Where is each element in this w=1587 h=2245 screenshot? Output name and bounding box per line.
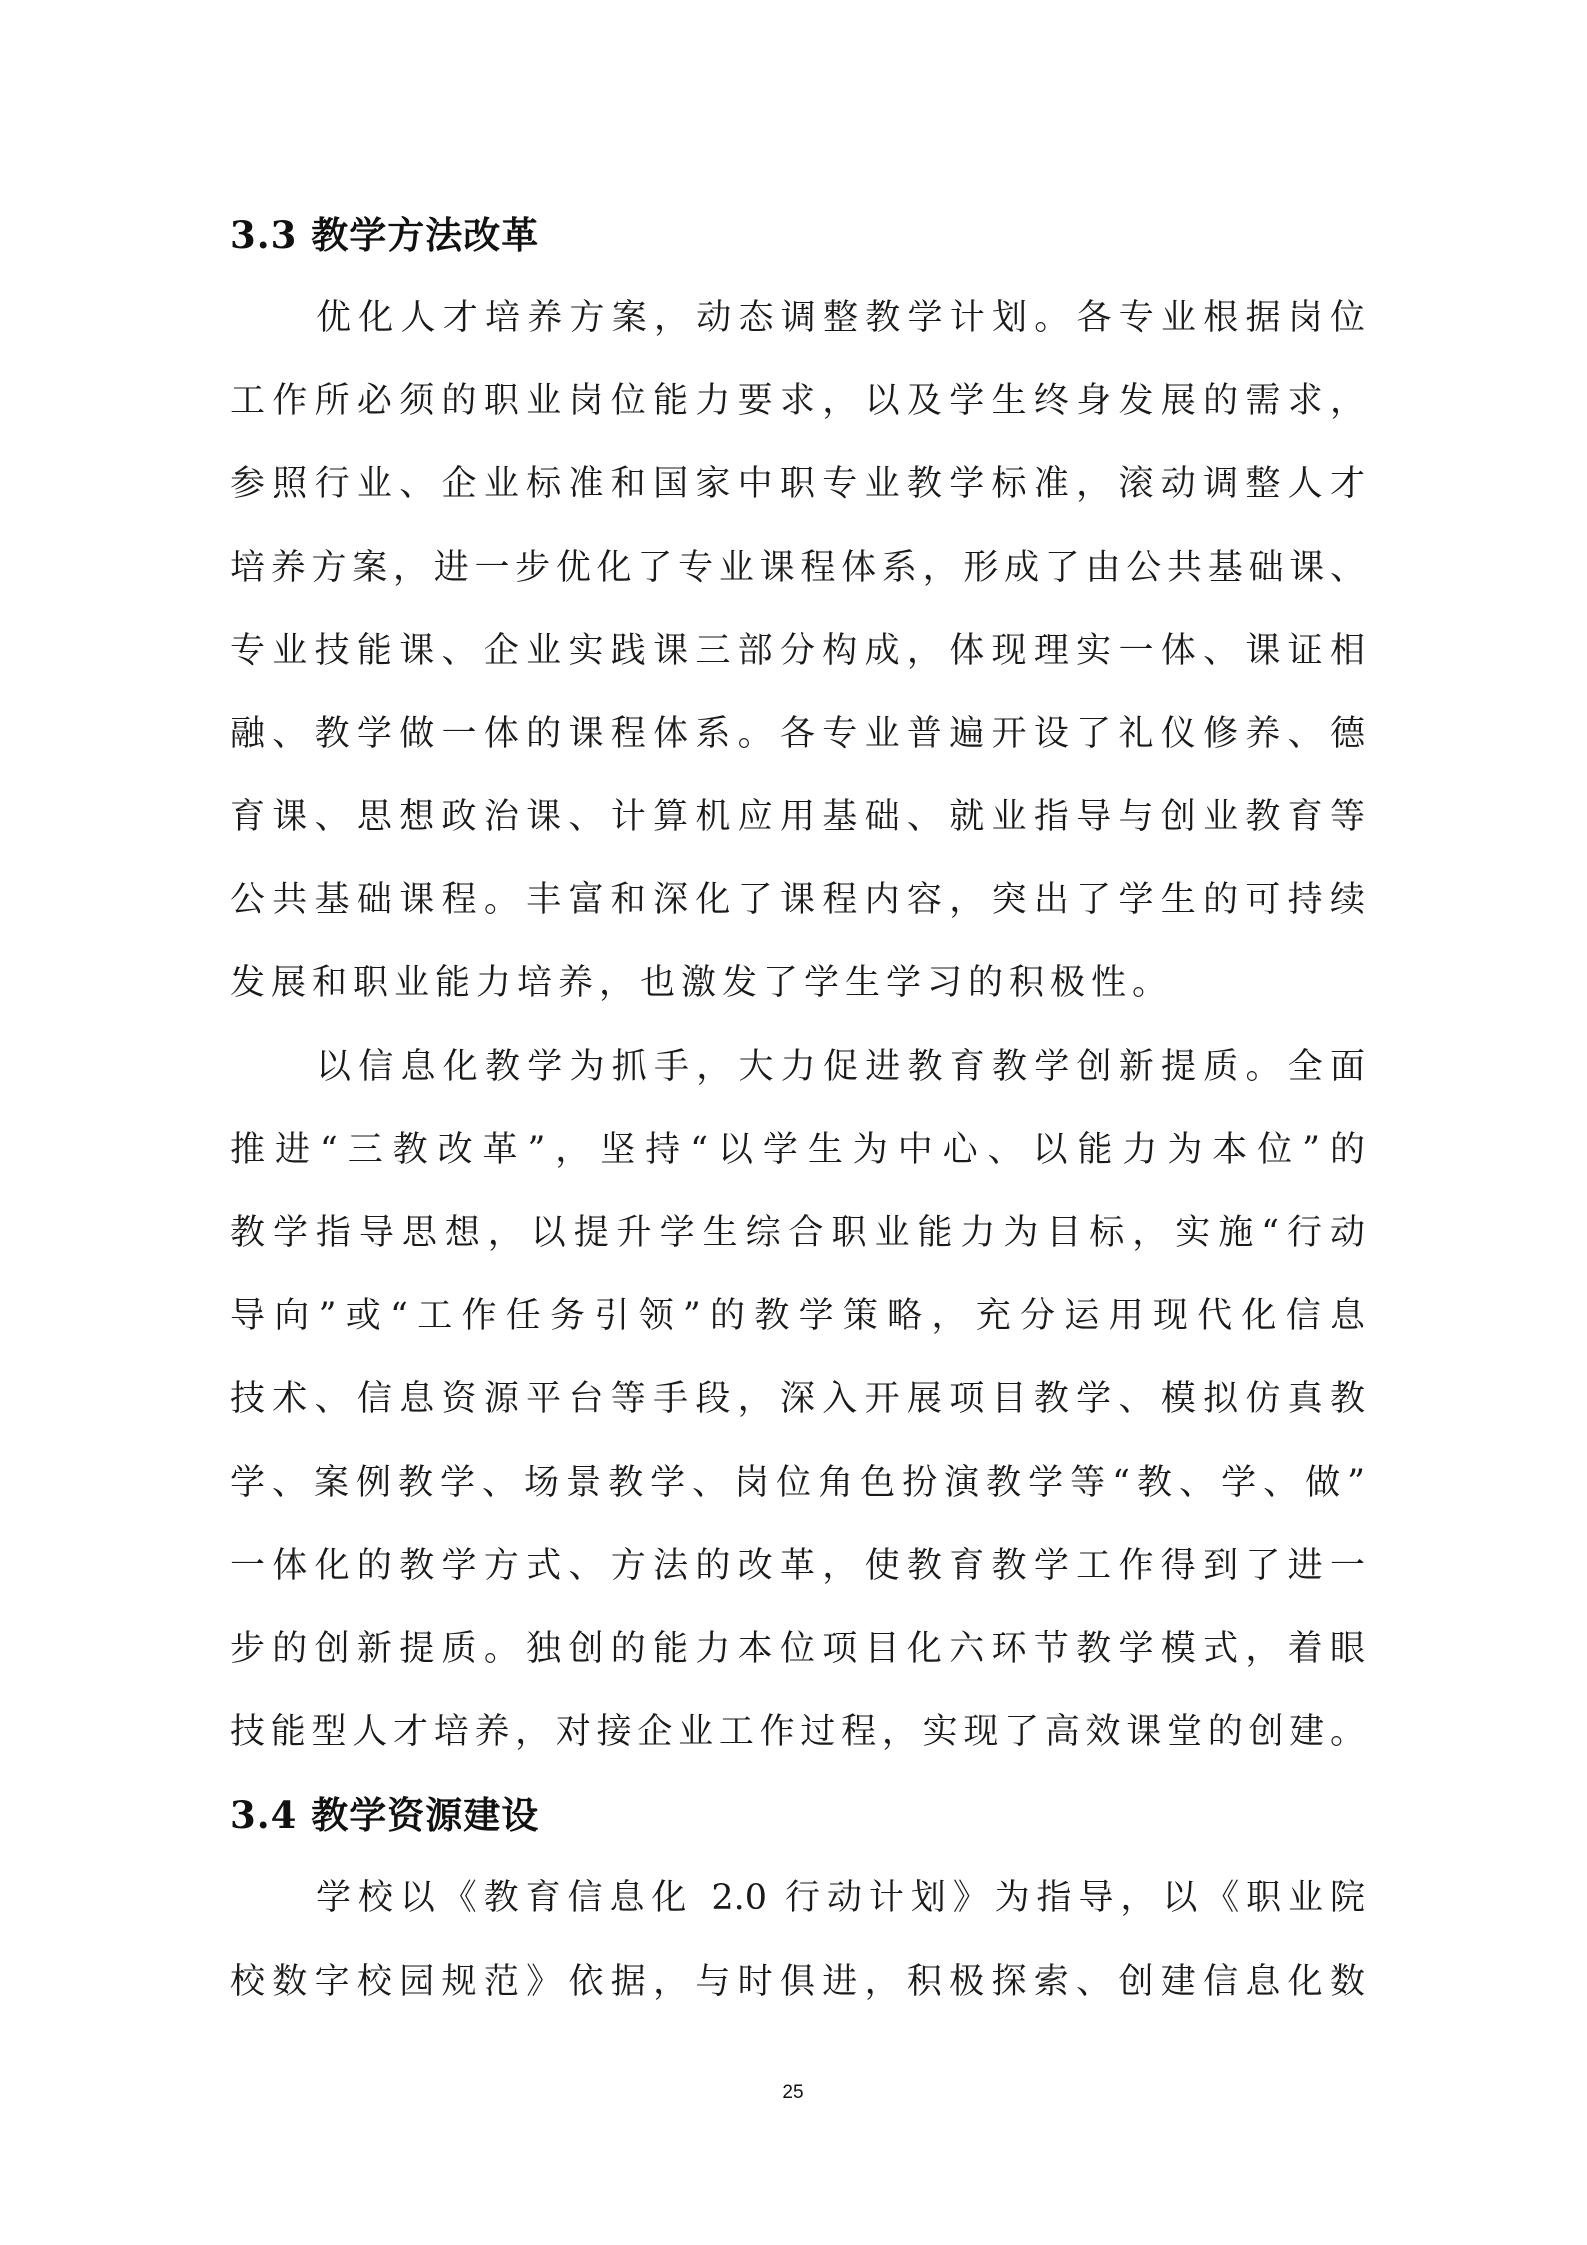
paragraph-1-line: 专业技能课、企业实践课三部分构成，体现理实一体、课证相: [230, 631, 1365, 671]
paragraph-2-line: 以信息化教学为抓手，大力促进教育教学创新提质。全面: [316, 1047, 1365, 1087]
page-number: 25: [782, 2082, 804, 2103]
paragraph-2-line: 导向”或“工作任务引领”的教学策略，充分运用现代化信息: [230, 1296, 1365, 1336]
section-heading-3-3: 3.3 教学方法改革: [230, 213, 540, 257]
paragraph-2-line: 学、案例教学、场景教学、岗位角色扮演教学等“教、学、做”: [230, 1463, 1365, 1503]
paragraph-2-line: 技术、信息资源平台等手段，深入开展项目教学、模拟仿真教: [230, 1379, 1365, 1419]
paragraph-1-line: 融、教学做一体的课程体系。各专业普遍开设了礼仪修养、德: [230, 714, 1365, 754]
paragraph-1-line: 培养方案，进一步优化了专业课程体系，形成了由公共基础课、: [230, 548, 1365, 588]
paragraph-2-line: 教学指导思想，以提升学生综合职业能力为目标，实施“行动: [230, 1213, 1365, 1253]
paragraph-1-line: 工作所必须的职业岗位能力要求，以及学生终身发展的需求，: [230, 381, 1365, 421]
section-heading-3-4: 3.4 教学资源建设: [230, 1793, 540, 1837]
paragraph-1-line: 育课、思想政治课、计算机应用基础、就业指导与创业教育等: [230, 797, 1365, 837]
paragraph-1-line: 参照行业、企业标准和国家中职专业教学标准，滚动调整人才: [230, 464, 1365, 504]
paragraph-3-line: 学校以《教育信息化 2.0 行动计划》为指导，以《职业院: [316, 1878, 1365, 1918]
paragraph-2-line: 步的创新提质。独创的能力本位项目化六环节教学模式，着眼: [230, 1629, 1365, 1669]
paragraph-2-line: 技能型人才培养，对接企业工作过程，实现了高效课堂的创建。: [230, 1712, 1365, 1752]
paragraph-2-line: 一体化的教学方式、方法的改革，使教育教学工作得到了进一: [230, 1546, 1365, 1586]
paragraph-3-line: 校数字校园规范》依据，与时俱进，积极探索、创建信息化数: [230, 1962, 1365, 2002]
paragraph-1-line: 公共基础课程。丰富和深化了课程内容，突出了学生的可持续: [230, 880, 1365, 920]
paragraph-1-line: 优化人才培养方案，动态调整教学计划。各专业根据岗位: [316, 298, 1365, 338]
paragraph-1-line: 发展和职业能力培养，也激发了学生学习的积极性。: [230, 963, 1174, 1003]
paragraph-2-line: 推进“三教改革”，坚持“以学生为中心、以能力为本位”的: [230, 1130, 1365, 1170]
